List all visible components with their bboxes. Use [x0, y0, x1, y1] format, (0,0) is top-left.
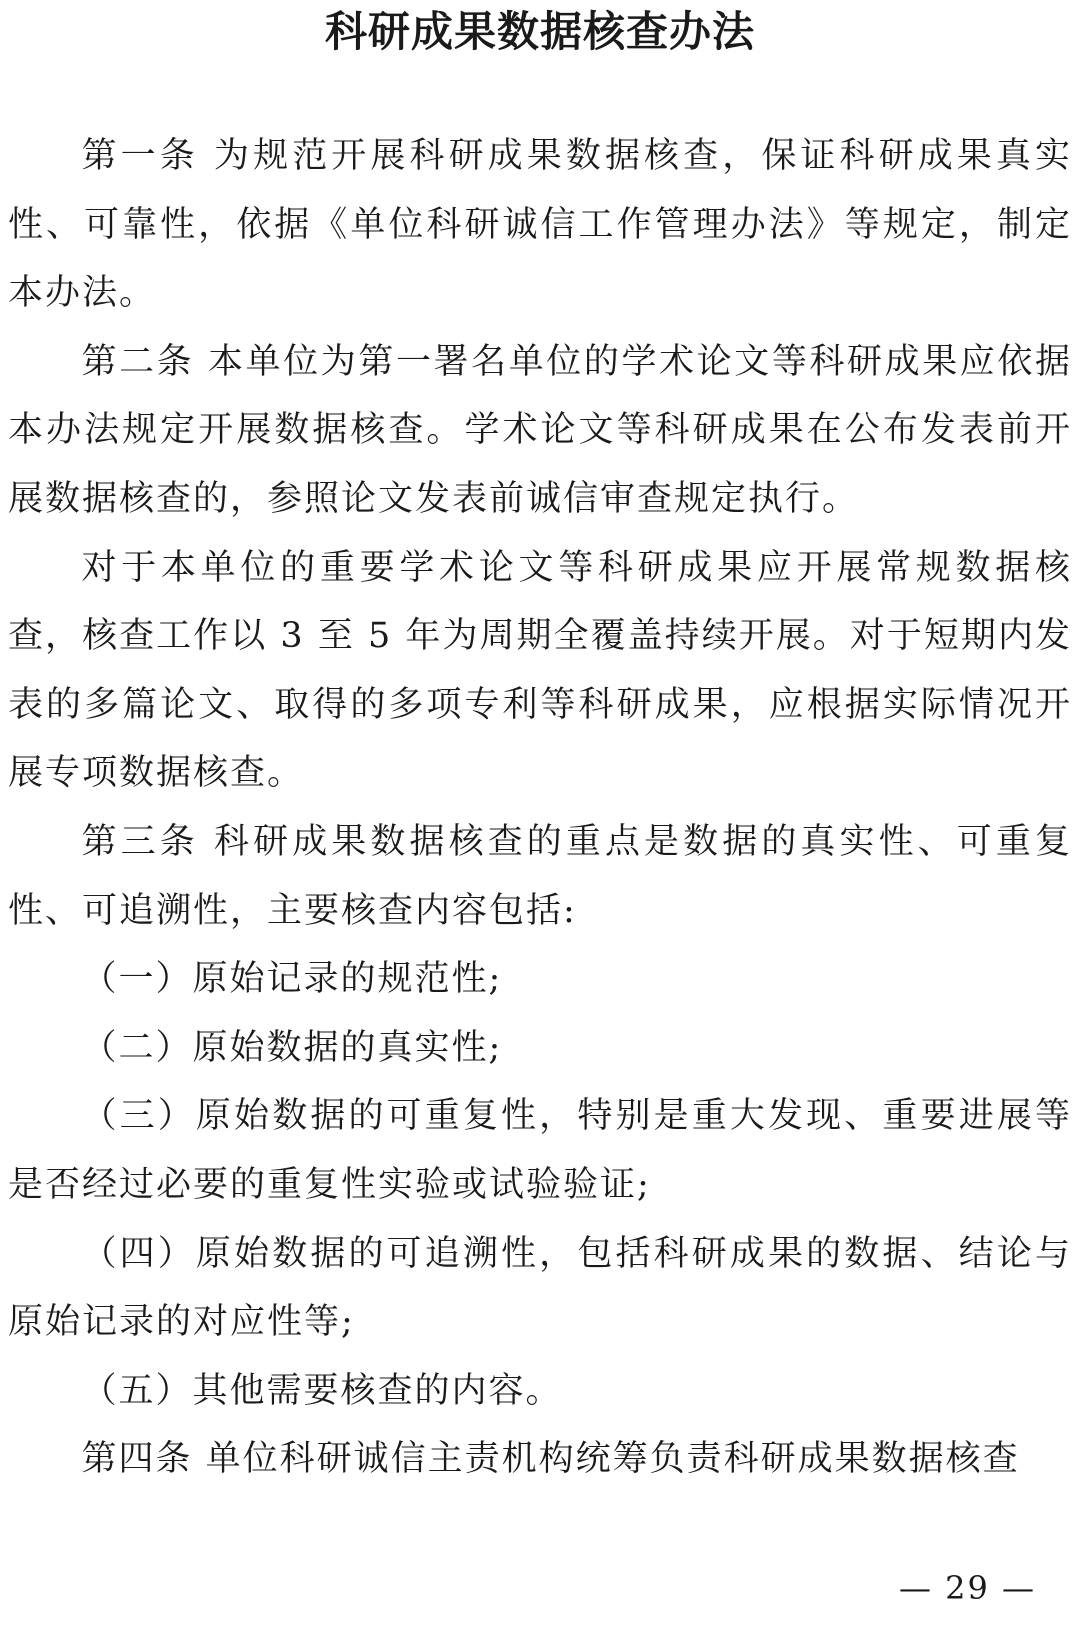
list-item-1: （一）原始记录的规范性;: [81, 959, 503, 1000]
list-item-2: （二）原始数据的真实性;: [81, 1027, 503, 1068]
paragraph-article-1: 第一条 为规范开展科研成果数据核查，保证科研成果真实性、可靠性，依据《单位科研诚信工作管理办法》等规定，制定本办法。: [8, 136, 1072, 314]
paragraph-article-3: 第三条 科研成果数据核查的重点是数据的真实性、可重复性、可追溯性，主要核查内容包括:: [8, 821, 1072, 931]
list-item-4: （四）原始数据的可追溯性，包括科研成果的数据、结论与原始记录的对应性等;: [8, 1233, 1072, 1343]
paragraph-article-4: 第四条 单位科研诚信主责机构统筹负责科研成果数据核查: [81, 1439, 1020, 1480]
list-item-5: （五）其他需要核查的内容。: [81, 1370, 563, 1411]
paragraph-article-2-continued: 对于本单位的重要学术论文等科研成果应开展常规数据核查，核查工作以 3 至 5 年为周期全覆盖持续开展。对于短期内发表的多篇论文、取得的多项专利等科研成果，应根据实际情况开展专项数据核查。: [8, 547, 1072, 794]
page-number: — 29 —: [898, 1569, 1036, 1607]
paragraph-article-2: 第二条 本单位为第一署名单位的学术论文等科研成果应依据本办法规定开展数据核查。学术论文等科研成果在公布发表前开展数据核查的，参照论文发表前诚信审查规定执行。: [8, 341, 1072, 519]
document-title: 科研成果数据核查办法: [324, 7, 755, 56]
document-body: [8, 122, 1072, 1494]
list-item-3: （三）原始数据的可重复性，特别是重大发现、重要进展等是否经过必要的重复性实验或试验验证;: [8, 1096, 1072, 1205]
